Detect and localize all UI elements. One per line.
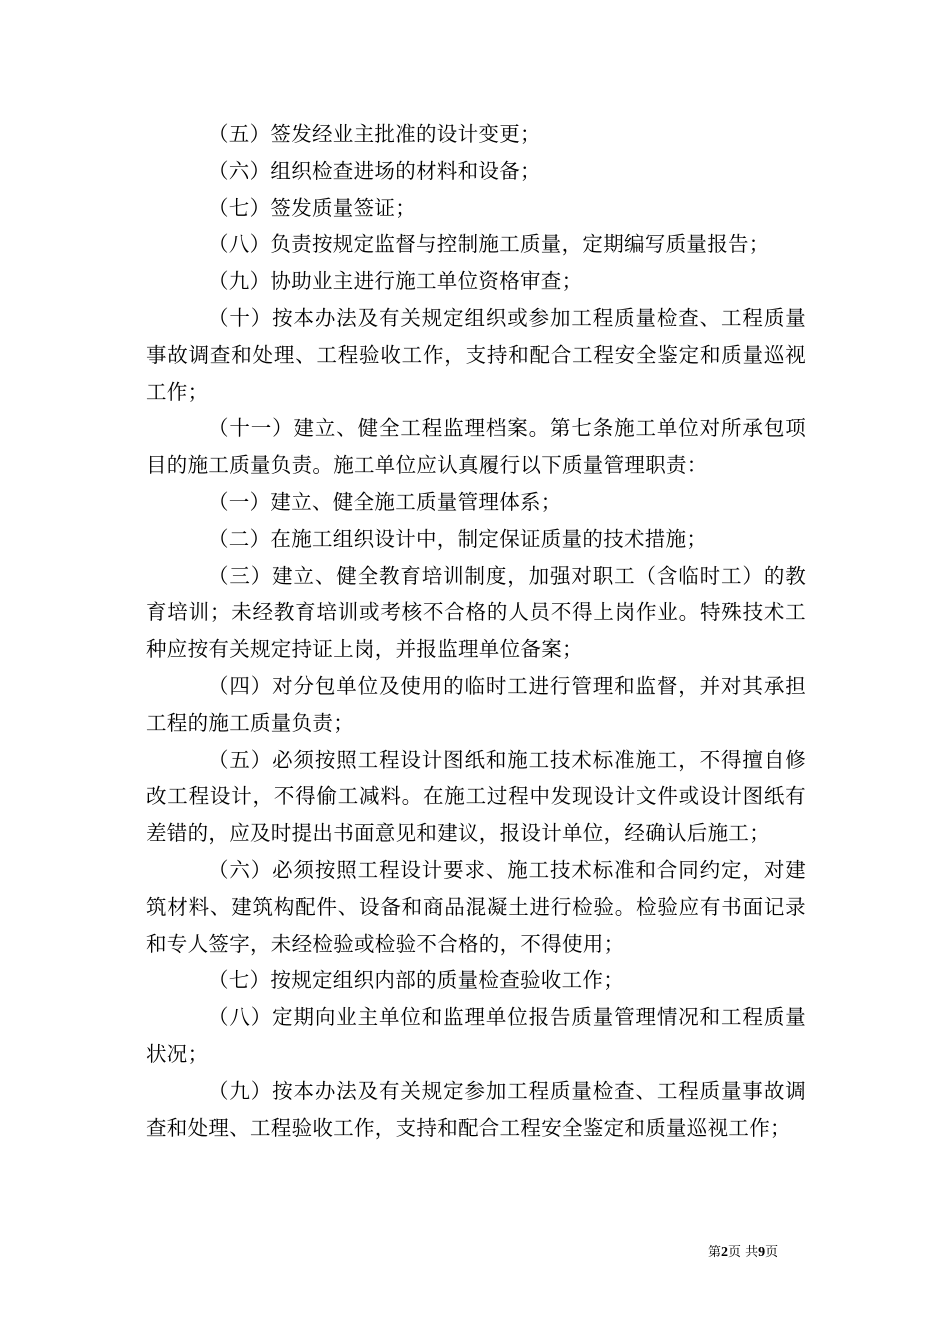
paragraph-16: （九）按本办法及有关规定参加工程质量检查、工程质量事故调查和处理、工程验收工作，支持和配合工程安全鉴定和质量巡视工作； bbox=[146, 1078, 806, 1140]
paragraph-12: （五）必须按照工程设计图纸和施工技术标准施工，不得擅自修改工程设计，不得偷工减料。在施工过程中发现设计文件或设计图纸有差错的，应及时提出书面意见和建议，报设计单位，经确认后施工； bbox=[146, 747, 806, 846]
paragraph-13: （六）必须按照工程设计要求、施工技术标准和合同约定，对建筑材料、建筑构配件、设备和商品混凝土进行检验。检验应有书面记录和专人签字，未经检验或检验不合格的，不得使用； bbox=[146, 857, 806, 956]
paragraph-14: （七）按规定组织内部的质量检查验收工作； bbox=[208, 968, 624, 993]
footer-prefix: 第 bbox=[708, 1245, 722, 1260]
paragraph-7: （十一）建立、健全工程监理档案。第七条施工单位对所承包项目的施工质量负责。施工单位应认真履行以下质量管理职责： bbox=[146, 416, 806, 478]
footer-middle: 页 共 bbox=[728, 1245, 759, 1260]
paragraph-8: （一）建立、健全施工质量管理体系； bbox=[208, 489, 562, 514]
paragraph-5: （九）协助业主进行施工单位资格审查； bbox=[208, 269, 583, 294]
paragraph-4: （八）负责按规定监督与控制施工质量，定期编写质量报告； bbox=[208, 232, 770, 257]
current-page-number: 2 bbox=[721, 1245, 729, 1260]
paragraph-9: （二）在施工组织设计中，制定保证质量的技术措施； bbox=[208, 526, 708, 551]
document-body bbox=[146, 116, 806, 1146]
paragraph-10: （三）建立、健全教育培训制度，加强对职工（含临时工）的教育培训；未经教育培训或考核不合格的人员不得上岗作业。特殊技术工种应按有关规定持证上岗，并报监理单位备案； bbox=[146, 563, 806, 662]
page-footer bbox=[708, 1244, 778, 1262]
paragraph-6: （十）按本办法及有关规定组织或参加工程质量检查、工程质量事故调查和处理、工程验收工作，支持和配合工程安全鉴定和质量巡视工作； bbox=[146, 305, 806, 404]
paragraph-11: （四）对分包单位及使用的临时工进行管理和监督，并对其承担工程的施工质量负责； bbox=[146, 673, 806, 735]
total-pages-number: 9 bbox=[758, 1245, 766, 1260]
paragraph-1: （五）签发经业主批准的设计变更； bbox=[208, 122, 541, 146]
paragraph-3: （七）签发质量签证； bbox=[208, 195, 416, 220]
paragraph-15: （八）定期向业主单位和监理单位报告质量管理情况和工程质量状况； bbox=[146, 1005, 806, 1066]
paragraph-2: （六）组织检查进场的材料和设备； bbox=[208, 158, 541, 183]
footer-suffix: 页 bbox=[765, 1245, 779, 1260]
